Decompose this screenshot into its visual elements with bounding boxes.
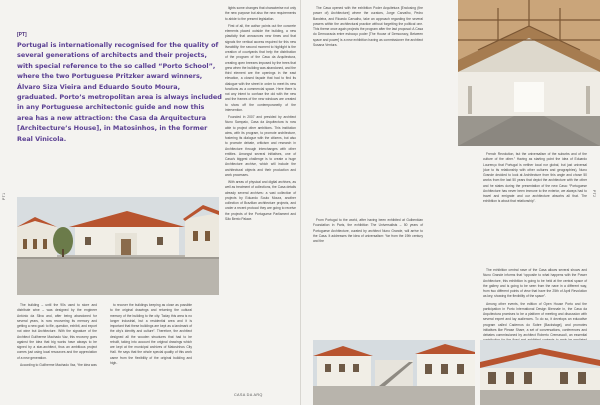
page-gutter [300, 0, 301, 405]
text-column-c [225, 6, 296, 224]
intro-paragraph: Portugal is internationally recognised for the quality of several generations of architects and their projects, with special reference to the so called “Porto School”, where the two Portuguese Pritzker award winners, Álvaro Siza Vieira and Eduardo Souto Moura, graduated. Porto’s metropolitan area is always included in any Portuguese architectonic guide and now this area has a new attraction: the Casa da Arquitectura [Architecture’s House], in Matosinhos, in the former Real Vinicola. [17, 41, 222, 143]
section-tag: [PT] [17, 32, 27, 38]
paragraph: The building – until the 90s used to store and distribute wine – was designed by the engineer António da Silva and, after being abandoned for several years, is now recovering its memory and getting a new goal: to file, question, exhibit, and export not wine but Architecture. With the signature of the Architect Guilherme Machado Vaz, this recovery goes against the idea that big works have always to be signed by a star-architect, thus an ambitious project comes just using local resources and the appreciation of a new generation. [17, 303, 97, 360]
paragraph: Founded in 2007 and presided by architect Nuno Sampaio, Casa da Arquitectura is now able to project other ambitions. This institution aims, with its program, to promote architecture, fostering its dialogue with the citizens, but also to promote debate, criticism and research in Architecture through interchanges with other entities. Amongst several initiatives, one of Casa’s biggest challenge is to create a huge Architecture archive, which will include the architectural objects and their production and work processes. [225, 115, 296, 177]
paragraph: With areas of physical and digital archives, as well as treatment of collections, the Casa details already several archives: a vast collection of projects by Eduardo Souto Moura, another collection of Brazilian architecture projects, and under a recent protocol they are going to receive the projects of the Portuguese Parliament and São Bento Palace. [225, 180, 296, 221]
paragraph: French Revolution, but the universalism of the suburbs and of the culture of the other.” Having as starting point the idea of Eduardo Lourenço that Portugal is neither local nor global, but just universal (due to its relationship with other cultures and geographies), Nuno Grande decided to look at Architecture from this angle and chose 50 works from the last 50 years that depict the architecture with the other and he states during the presentation of the new Casa: “Portuguese Architecture has never been immune to the exterior, we always had to travel and emigrate and our architecture absorbs all that. The exhibition is about that relationship”. [483, 152, 587, 204]
paragraph: From Portugal to the world, after having been exhibited at Gulbenkian Foundation in Paris, the exhibition The Universalists – 50 years of Portuguese Architecture, curated by architect Nuno Grande, will arrive to the Casa. It addresses the idea of universalism: “far from the 19th century and the [313, 218, 423, 243]
text-column-d [313, 6, 423, 50]
paragraph: First of all, the author points out the concrete elements placed outside the building, a new plasticity that announces new times and that signals the vertical access required for this new liveability: the second moment to highlight is the creation of courtyards that help the distribution of the program of the Casa da Arquitectura, creating open breezes imposed by the trees that grew when the building was abandoned, and the third element are the openings in the east elevation, a closed façade that had to find its dialogue with the street in order to meet its new functions as a commercial space. Here there is not any intent to confuse the old with the new and the frames of the new windows are created to show off the contemporaneity of the intervention. [225, 23, 296, 112]
exterior-stair-photo [313, 340, 475, 405]
timber-roof-photo [458, 0, 600, 146]
text-column-e [483, 152, 587, 207]
left-page-side-label: PT1 [2, 192, 6, 200]
courtyard-photo [17, 197, 219, 295]
paragraph: According to Guilherme Machado Vaz, “the idea was [20, 362, 97, 367]
page-folio: CASA DA ARQ [234, 393, 263, 397]
paragraph: lights some changes that characterise not only the new purpose but also the new requirements to abide to the present legislation. [225, 6, 296, 21]
text-column-b [110, 303, 192, 368]
paragraph: The exhibition central nave of the Casa allows several shows and Nuno Grande informs that “opposite to what happens with the Power Architecture, this exhibition is going to be held at the central space of the gallery and is going to be seen from the nave in a different way, from two different points of view that have the 25th of April Revolution as key, showing the flexibility of the space”. [483, 268, 587, 299]
paragraph-text: Among other events, the edition of Open House Porto and the participation in Porto International Design Biennale in, the Casa da Arquitectura promises to be a platform of meeting and discussion with several expert and lay audiences. To do so, it develops an educative program called Cadernos do Sobre [Backstage], and promotes initiatives like Please Share, a set of conversations, conferences and debates commissioned by architect Roberto Cremascoli, an essential [483, 301, 587, 337]
paragraph: The Casa opened with the exhibition Poder Arquitetura [Enclosing (the power of) Architecture] where the curators, Jorge Carvalho, Pedro Bandeira, and Ricardo Carvalho, take an approach regarding the several powers within the architectural practice without forgetting the political one. This theme once again projects the program after the last proposal: A Casa do Democracia entre esbooço poder [The House of Democracy, Between space and power] is a new exhibition having as commissioner the architect Susana Ventura. [313, 6, 423, 47]
building-corner-photo [480, 340, 600, 405]
text-column-d-continued [313, 218, 423, 246]
paragraph: to recover the buildings keeping as close as possible to the original drawings and returning the cultural memory of the building to the city. Today this area is no longer industrial, but a residential area and it is important that these buildings are kept as a landmark of the city’s identity and culture”. Therefore, the architect designed all the wooden structures that had to be rebuilt, taking into account the original drawings which are kept at the municipal archives of Matosinhos City Hall. He says that the whole special quality of this work came from the flexibility of the original building and high- [110, 303, 192, 365]
text-column-e-continued [483, 268, 587, 351]
right-page-side-label: PT2 [592, 190, 596, 198]
text-column-a [17, 303, 97, 370]
